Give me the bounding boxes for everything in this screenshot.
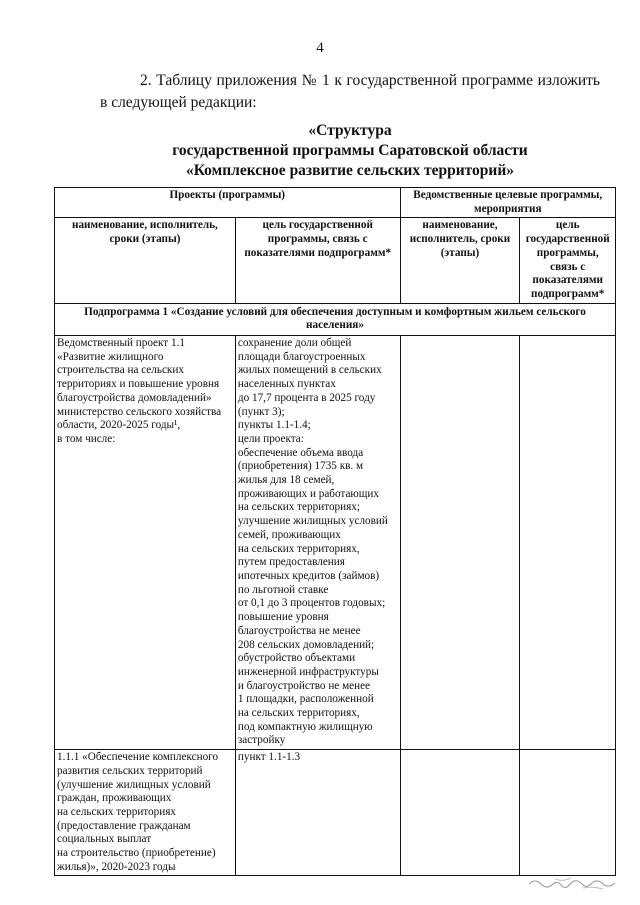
cell-line: по льготной ставке — [237, 583, 329, 596]
cell-line: 1 площадки, расположенной — [237, 693, 374, 706]
cell-line: Ведомственный проект 1.1 — [57, 337, 185, 350]
cell-line: на сельских территориях; — [237, 501, 360, 514]
cell-line: благоустройства домовладений» — [57, 391, 212, 404]
cell-line: населенных пунктах — [237, 378, 336, 391]
table-row — [55, 336, 616, 750]
signature-mark — [525, 870, 625, 894]
cell-line: «Развитие жилищного — [57, 350, 164, 363]
cell-line: социальных выплат — [57, 833, 152, 846]
cell-line: жилья для 18 семей, — [237, 474, 335, 487]
row1-col2 — [235, 336, 400, 750]
subprogram-title: Подпрограмма 1 «Создание условий для обеспечения доступным и комфортным жильем сельского населения» — [55, 303, 616, 335]
cell-line: площади благоустроенных — [237, 350, 366, 363]
cell-line: проживающих и работающих — [237, 487, 379, 500]
cell-line: жилья)», 2020-2023 годы — [57, 860, 176, 873]
row2-col4 — [520, 750, 616, 876]
header-col1: наименование, исполнитель, сроки (этапы) — [55, 218, 236, 303]
cell-line: территориях и повышение уровня — [57, 378, 220, 391]
table-header-top — [55, 188, 616, 218]
cell-line: обеспечение объема ввода — [237, 446, 364, 459]
cell-line: и благоустройство не менее — [237, 679, 371, 692]
cell-line: на сельских территориях, — [237, 542, 360, 555]
cell-line: 1.1.1 «Обеспечение комплексного — [57, 751, 219, 764]
table-row — [55, 750, 616, 876]
intro-paragraph — [100, 70, 600, 114]
cell-line: цели проекта: — [237, 432, 304, 445]
cell-line: путем предоставления — [237, 556, 345, 569]
cell-line: благоустройства не менее — [237, 624, 361, 637]
cell-line: повышение уровня — [237, 611, 329, 624]
header-col4: цель государственной программы, связь с показателями подпрограмм* — [520, 218, 616, 303]
cell-line: от 0,1 до 3 процентов годовых; — [237, 597, 386, 610]
cell-line: министерство сельского хозяйства — [57, 405, 222, 418]
cell-line: на сельских территориях — [57, 805, 176, 818]
row1-col3 — [400, 336, 520, 750]
cell-line: (предоставление гражданам — [57, 819, 191, 832]
heading-line-2: государственной программы Саратовской области — [172, 142, 528, 159]
cell-line: улучшение жилищных условий — [237, 515, 388, 528]
cell-line: под компактную жилищную — [237, 720, 373, 733]
cell-line: до 17,7 процента в 2025 году — [237, 391, 376, 404]
structure-heading — [120, 121, 580, 181]
cell-line: области, 2020-2025 годы¹, — [57, 419, 181, 432]
cell-line: на сельских территориях, — [237, 707, 360, 720]
heading-line-3: «Комплексное развитие сельских территорий» — [185, 162, 515, 179]
cell-line: обустройство объектами — [237, 652, 356, 665]
cell-line: ипотечных кредитов (займов) — [237, 569, 380, 582]
subprogram-row — [55, 303, 616, 335]
cell-line: сохранение доли общей — [237, 337, 352, 350]
cell-line: пункт 1.1-1.3 — [237, 751, 301, 764]
intro-line-2: в следующей редакции: — [100, 94, 257, 111]
cell-line: на строительство (приобретение) — [57, 847, 216, 860]
cell-line: граждан, проживающих — [57, 792, 172, 805]
intro-line-1: 2. Таблицу приложения № 1 к государственной программе изложить — [140, 72, 600, 89]
cell-line: жилых помещений в сельских — [237, 364, 382, 377]
cell-line: 208 сельских домовладений; — [237, 638, 375, 651]
row1-col1 — [55, 336, 236, 750]
row2-col1 — [55, 750, 236, 876]
cell-line: (пункт 3); — [237, 405, 285, 418]
cell-line: строительства на сельских — [57, 364, 184, 377]
header-vedom: Ведомственные целевые программы, мероприятия — [400, 188, 615, 218]
row2-col3 — [400, 750, 520, 876]
cell-line: (улучшение жилищных условий — [57, 778, 211, 791]
cell-line: (приобретения) 1735 кв. м — [237, 460, 364, 473]
row1-col4 — [520, 336, 616, 750]
cell-line: в том числе: — [57, 432, 116, 445]
header-col2: цель государственной программы, связь с показателями подпрограмм* — [235, 218, 400, 303]
row2-col2 — [235, 750, 400, 876]
cell-line: семей, проживающих — [237, 528, 341, 541]
cell-line: застройку — [237, 734, 286, 747]
heading-line-1: «Структура — [308, 122, 392, 139]
page-number: 4 — [316, 40, 324, 56]
table-header-sub — [55, 218, 616, 303]
cell-line: пункты 1.1-1.4; — [237, 419, 311, 432]
header-col3: наименование, исполнитель, сроки (этапы) — [400, 218, 520, 303]
cell-line: развития сельских территорий — [57, 764, 203, 777]
structure-table — [54, 187, 616, 876]
header-projects: Проекты (программы) — [55, 188, 401, 218]
cell-line: инженерной инфраструктуры — [237, 665, 379, 678]
